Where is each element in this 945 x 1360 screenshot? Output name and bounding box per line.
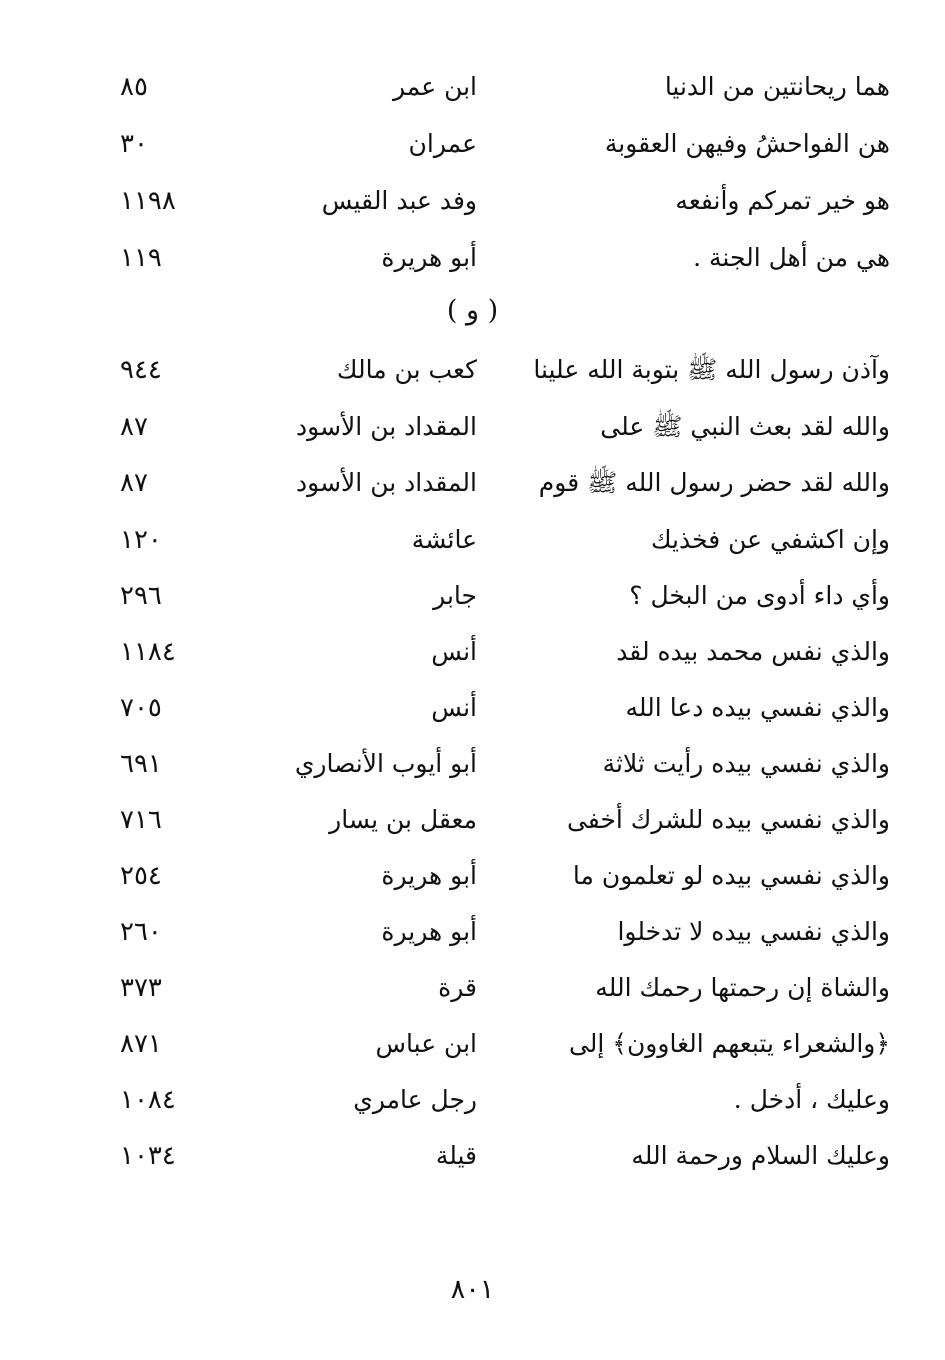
page-reference: ٢٥٤ xyxy=(120,861,162,891)
index-row xyxy=(0,1128,945,1184)
hadith-phrase: والله لقد بعث النبي ﷺ على xyxy=(600,412,890,441)
narrator-name: قيلة xyxy=(435,1141,477,1170)
hadith-phrase: هي من أهل الجنة . xyxy=(693,243,890,272)
narrator-name: قرة xyxy=(438,973,477,1002)
index-row xyxy=(0,342,945,398)
page-reference: ١٢٠ xyxy=(120,525,162,555)
index-row xyxy=(0,116,945,172)
index-row xyxy=(0,848,945,904)
narrator-name: أبو هريرة xyxy=(381,917,477,946)
narrator-name: أبو هريرة xyxy=(381,243,477,272)
hadith-phrase: وعليك ، أدخل . xyxy=(733,1085,890,1114)
hadith-phrase: ﴿والشعراء يتبعهم الغاوون﴾ إلى xyxy=(568,1029,890,1058)
page-reference: ٨٧ xyxy=(120,412,148,442)
hadith-phrase: والذي نفسي بيده لو تعلمون ما xyxy=(572,861,890,890)
index-row xyxy=(0,904,945,960)
index-row xyxy=(0,173,945,229)
page-reference: ٧٠٥ xyxy=(120,693,162,723)
narrator-name: معقل بن يسار xyxy=(329,805,477,834)
hadith-phrase: وعليك السلام ورحمة الله xyxy=(631,1141,890,1170)
index-row xyxy=(0,680,945,736)
index-row xyxy=(0,568,945,624)
hadith-phrase: هن الفواحشُ وفيهن العقوبة xyxy=(604,129,890,158)
narrator-name: وفد عبد القيس xyxy=(321,186,477,215)
index-row xyxy=(0,624,945,680)
narrator-name: أبو هريرة xyxy=(381,861,477,890)
index-row xyxy=(0,230,945,286)
narrator-name: أنس xyxy=(431,693,477,722)
index-row xyxy=(0,1072,945,1128)
narrator-name: أنس xyxy=(431,637,477,666)
narrator-name: ابن عباس xyxy=(375,1029,477,1058)
hadith-phrase: هو خير تمركم وأنفعه xyxy=(675,186,890,215)
narrator-name: عمران xyxy=(408,129,477,158)
page-reference: ٨٥ xyxy=(120,72,148,102)
page-reference: ١٠٨٤ xyxy=(120,1085,176,1115)
hadith-phrase: وآذن رسول الله ﷺ بتوبة الله علينا xyxy=(533,355,890,384)
index-row xyxy=(0,736,945,792)
narrator-name: ابن عمر xyxy=(392,72,477,101)
hadith-phrase: وأي داء أدوى من البخل ؟ xyxy=(629,581,890,610)
index-row xyxy=(0,1016,945,1072)
index-row xyxy=(0,399,945,455)
page-reference: ٦٩١ xyxy=(120,749,162,779)
page-reference: ٨٧١ xyxy=(120,1029,162,1059)
hadith-phrase: والله لقد حضر رسول الله ﷺ قوم xyxy=(538,468,890,497)
hadith-phrase: هما ريحانتين من الدنيا xyxy=(664,72,890,101)
narrator-name: جابر xyxy=(433,581,477,610)
page-reference: ١٠٣٤ xyxy=(120,1141,176,1171)
hadith-phrase: والذي نفسي بيده لا تدخلوا xyxy=(617,917,890,946)
narrator-name: كعب بن مالك xyxy=(336,355,477,384)
narrator-name: عائشة xyxy=(411,525,477,554)
hadith-phrase: والذي نفس محمد بيده لقد xyxy=(616,637,890,666)
narrator-name: رجل عامري xyxy=(353,1085,477,1114)
index-row xyxy=(0,792,945,848)
narrator-name: المقداد بن الأسود xyxy=(296,468,477,497)
page-reference: ١١٩ xyxy=(120,243,162,273)
section-heading: ( و ) xyxy=(446,295,499,326)
page-reference: ٧١٦ xyxy=(120,805,162,835)
page-reference: ٢٩٦ xyxy=(120,581,162,611)
hadith-phrase: والذي نفسي بيده دعا الله xyxy=(625,693,890,722)
index-row xyxy=(0,512,945,568)
page-reference: ٩٤٤ xyxy=(120,355,162,385)
hadith-phrase: والذي نفسي بيده للشرك أخفى xyxy=(566,805,890,834)
page-number: ٨٠١ xyxy=(450,1274,495,1305)
page-reference: ٣٠ xyxy=(120,129,148,159)
hadith-phrase: وإن اكشفي عن فخذيك xyxy=(650,525,890,554)
page-reference: ٨٧ xyxy=(120,468,148,498)
page-reference: ٢٦٠ xyxy=(120,917,162,947)
hadith-phrase: والشاة إن رحمتها رحمك الله xyxy=(595,973,890,1002)
narrator-name: أبو أيوب الأنصاري xyxy=(294,749,477,778)
page-reference: ٣٧٣ xyxy=(120,973,162,1003)
index-row xyxy=(0,960,945,1016)
narrator-name: المقداد بن الأسود xyxy=(296,412,477,441)
index-row xyxy=(0,59,945,115)
page-reference: ١١٩٨ xyxy=(120,186,176,216)
hadith-phrase: والذي نفسي بيده رأيت ثلاثة xyxy=(602,749,890,778)
index-row xyxy=(0,455,945,511)
page-reference: ١١٨٤ xyxy=(120,637,176,667)
